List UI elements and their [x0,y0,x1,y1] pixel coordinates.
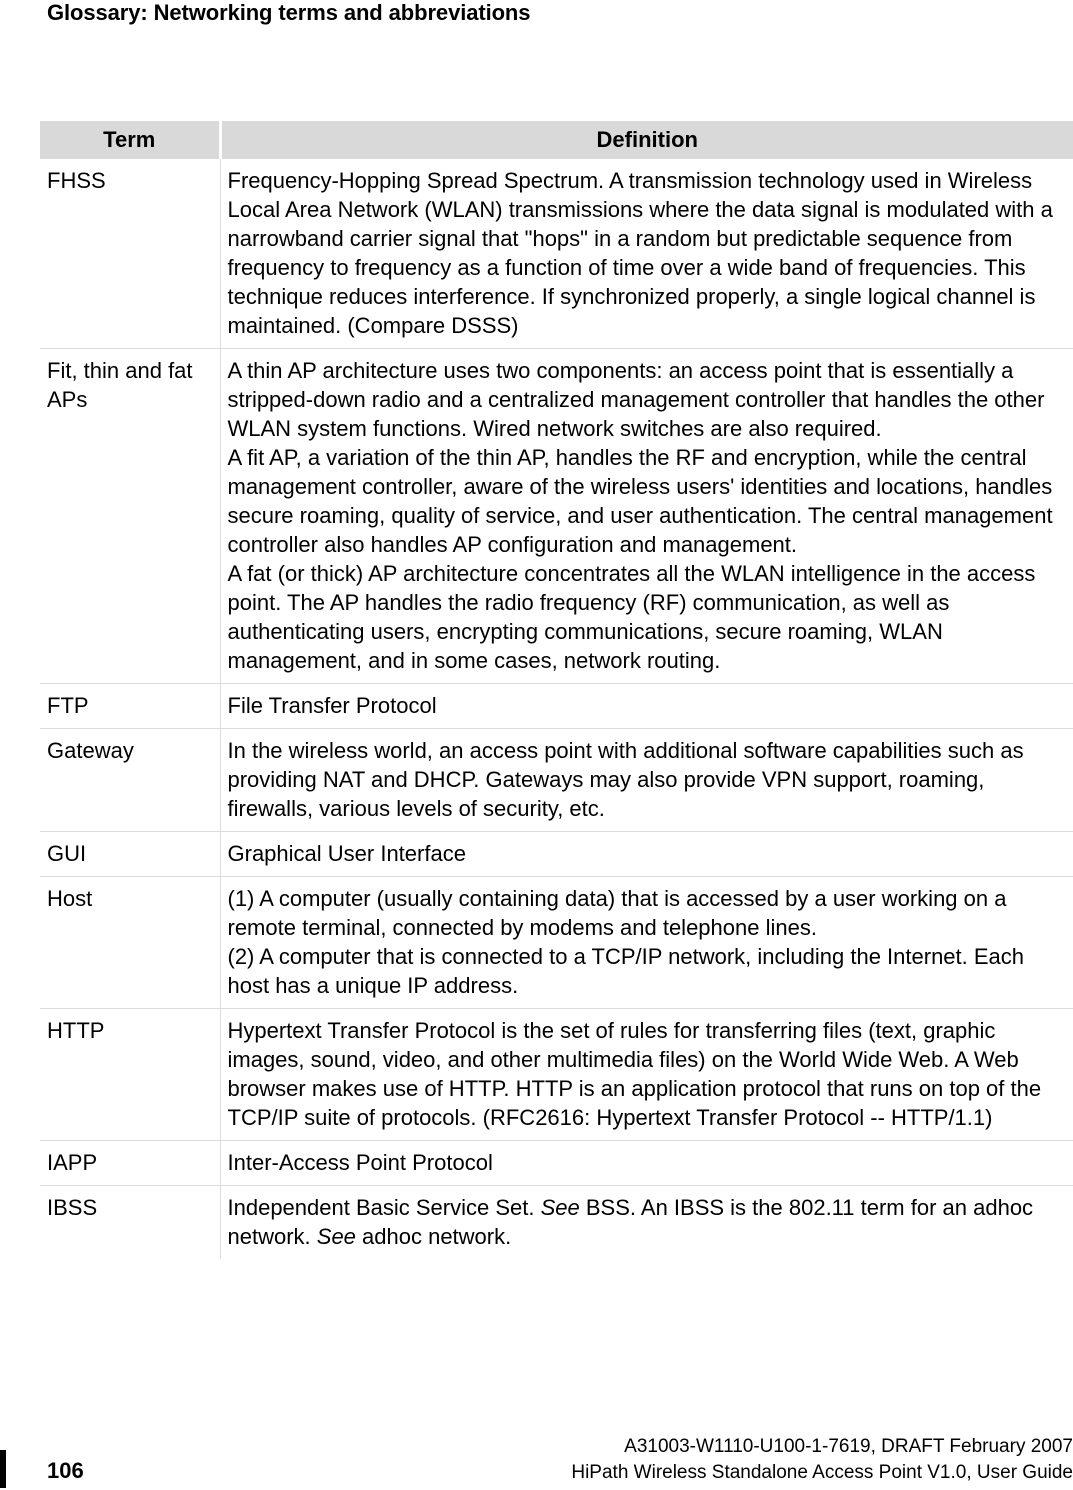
change-bar [0,1450,6,1488]
page-number: 106 [47,1458,84,1483]
definition-cell [220,877,1073,1009]
definition-cell [220,1186,1073,1260]
term-cell: Host [40,877,220,1009]
table-row [40,1009,1073,1141]
definition-paragraph: Frequency-Hopping Spread Spectrum. A transmission technology used in Wireless Local Area Network (WLAN) transmissions where the data signal is modulated with a narrowband carrier signal that "hops" in a random but predictable sequence from frequency to frequency as a function of time over a wide band of frequencies. This technique reduces interference. If synchronized properly, a single logical channel is maintained. (Compare DSSS) [227,168,1053,338]
footer-doc-id: A31003-W1110-U100-1-7619, DRAFT February 2007 [624,1436,1073,1457]
term-cell: FHSS [40,159,220,349]
table-row [40,832,1073,877]
term-cell: Gateway [40,729,220,832]
definition-paragraph: Inter-Access Point Protocol [227,1150,493,1175]
term-cell: IBSS [47,1195,98,1220]
footer-doc-title: HiPath Wireless Standalone Access Point V1.0, User Guide [571,1462,1073,1483]
table-row [40,159,1073,349]
definition-paragraph: A thin AP architecture uses two components: an access point that is essentially a stripped-down radio and a centralized management controller that handles the other WLAN system functions. Wired network switches are also required. [227,358,1045,441]
definition-paragraph: Graphical User Interface [227,841,466,866]
column-header-definition: Definition [220,121,1073,159]
table-row [40,729,1073,832]
term-cell: IAPP [40,1141,220,1186]
definition-cell [220,832,1073,877]
term-cell: Fit, thin and fat APs [40,349,220,684]
footer-document-info [571,1434,1073,1486]
definition-paragraph: A fat (or thick) AP architecture concentrates all the WLAN intelligence in the access point. The AP handles the radio frequency (RF) communication, as well as authenticating users, encrypting communications, secure roaming, WLAN management, and in some cases, network routing. [227,561,1036,673]
definition-paragraph: Hypertext Transfer Protocol is the set of rules for transferring files (text, graphic images, sound, video, and other multimedia files) on the World Wide Web. A Web browser makes use of HTTP. HTTP is an application protocol that runs on top of the TCP/IP suite of protocols. (RFC2616: Hypertext Transfer Protocol -- HTTP/1.1) [227,1018,1042,1130]
table-row [40,877,1073,1009]
table-row [40,1141,1073,1186]
definition-cell [220,729,1073,832]
definition-cell [220,684,1073,729]
definition-paragraph: File Transfer Protocol [227,693,437,718]
glossary-table [40,121,1073,1259]
table-row [40,684,1073,729]
definition-paragraph: (1) A computer (usually containing data) that is accessed by a user working on a remote terminal, connected by modems and telephone lines. [227,886,1007,940]
definition-cell [220,159,1073,349]
definition-text: adhoc network. [355,1224,512,1249]
see-reference: See [316,1224,356,1249]
definition-paragraph: (2) A computer that is connected to a TCP/IP network, including the Internet. Each host has a unique IP address. [227,944,1025,998]
definition-text: Independent Basic Service Set. [227,1195,541,1220]
page-title: Glossary: Networking terms and abbreviations [47,0,531,25]
column-header-term: Term [40,121,220,159]
term-cell: FTP [40,684,220,729]
table-row [40,349,1073,684]
definition-text: BSS. An IBSS is the 802.11 term for an adhoc network. [227,1195,1034,1249]
see-reference: See [540,1195,580,1220]
term-cell: GUI [40,832,220,877]
glossary-body [40,159,1073,1259]
definition-paragraph [228,1193,1072,1251]
definition-cell [220,1009,1073,1141]
definition-cell [220,349,1073,684]
table-row [40,1186,1073,1260]
term-cell: HTTP [40,1009,220,1141]
definition-paragraph: A fit AP, a variation of the thin AP, handles the RF and encryption, while the central management controller, aware of the wireless users' identities and locations, handles secure roaming, quality of service, and user authentication. The central management controller also handles AP configuration and management. [227,445,1053,557]
definition-cell [220,1141,1073,1186]
table-header-row [40,121,1073,159]
definition-paragraph: In the wireless world, an access point with additional software capabilities such as providing NAT and DHCP. Gateways may also provide VPN support, roaming, firewalls, various levels of security, etc. [227,738,1024,821]
